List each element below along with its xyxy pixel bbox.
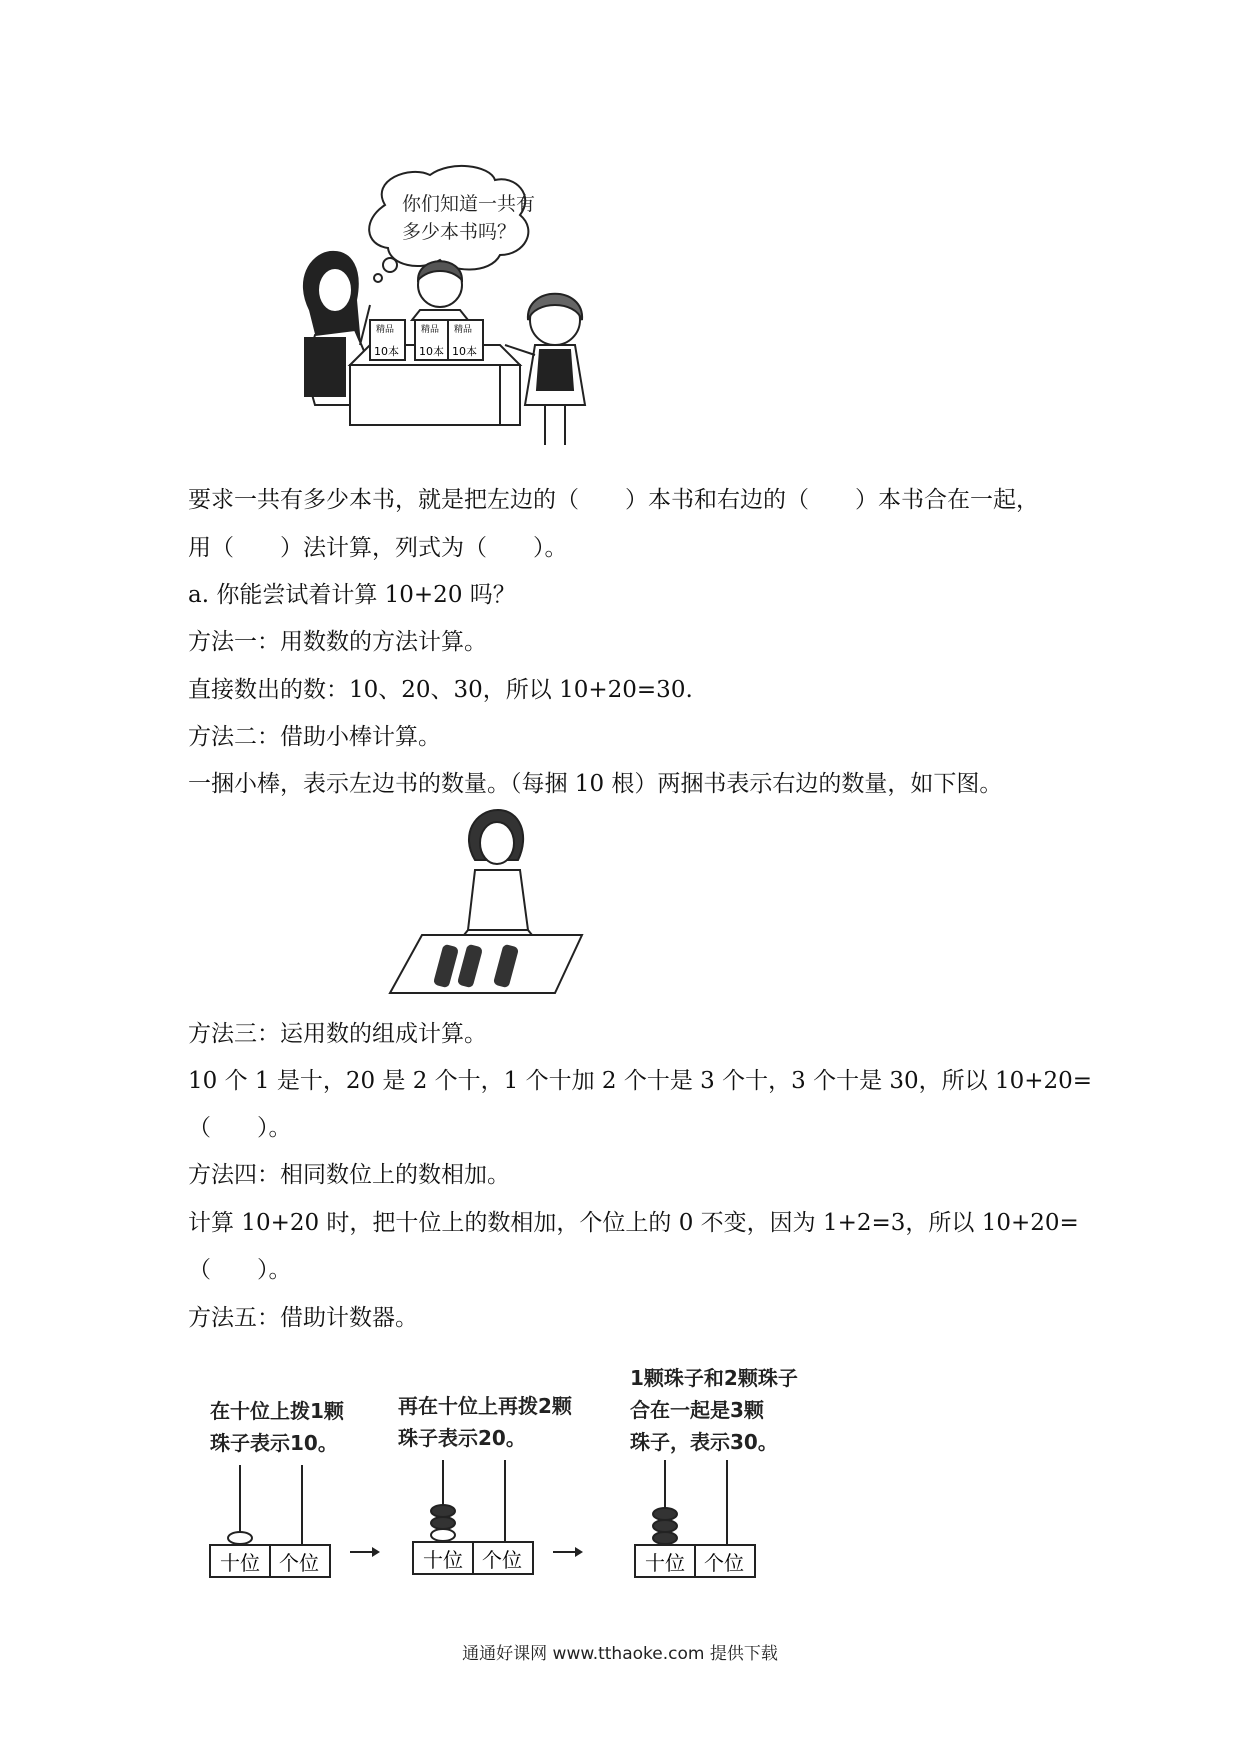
sticks-board <box>390 935 582 993</box>
bead <box>653 1520 677 1532</box>
book-right-2 <box>448 320 483 360</box>
speech-line-1: 你们知道一共有 <box>402 193 536 215</box>
method-1-body: 直接数出的数：10、20、30，所以 10+20=30. <box>188 677 693 703</box>
abacus-step-1-caption: 在十位上拨1颗 珠子表示10。 <box>210 1399 344 1455</box>
method-4-body: 计算 10+20 时，把十位上的数相加，个位上的 0 不变，因为 1+2=3，所以 10+20= <box>188 1210 1079 1236</box>
tens-label: 十位 <box>423 1548 463 1572</box>
method-3-answer: （ ）。 <box>188 1115 292 1141</box>
method-3-heading: 方法三：运用数的组成计算。 <box>188 1021 487 1047</box>
arrow-icon <box>553 1547 583 1557</box>
arrow-icon <box>350 1547 380 1557</box>
abacus-step-3-caption: 1颗珠子和2颗珠子 合在一起是3颗 珠子，表示30。 <box>630 1366 798 1454</box>
method-4-heading: 方法四：相同数位上的数相加。 <box>188 1162 510 1188</box>
method-5-heading: 方法五：借助计数器。 <box>188 1305 418 1331</box>
tens-label: 十位 <box>220 1551 260 1575</box>
book-left <box>370 320 405 360</box>
abacus-diagrams <box>200 1460 800 1585</box>
boy-figure <box>412 261 468 320</box>
book-right-2-label: 10本 <box>452 345 477 358</box>
svg-text:精品: 精品 <box>421 325 440 335</box>
bead <box>228 1532 252 1544</box>
method-1-heading: 方法一：用数数的方法计算。 <box>188 629 487 655</box>
sticks-illustration <box>380 795 590 995</box>
abacus-step-2-caption: 再在十位上再拨2颗 珠子表示20。 <box>398 1394 572 1450</box>
svg-text:精品: 精品 <box>454 325 473 335</box>
abacus-1 <box>210 1465 330 1577</box>
books-illustration <box>290 160 650 460</box>
ones-label: 个位 <box>704 1551 744 1575</box>
book-right-1-label: 10本 <box>419 345 444 358</box>
girl-with-sticks <box>460 810 536 940</box>
method-2-body: 一捆小棒，表示左边书的数量。（每捆 10 根）两捆书表示右边的数量，如下图。 <box>188 771 1003 797</box>
abacus-3 <box>635 1460 755 1577</box>
bead <box>431 1517 455 1529</box>
book-right-1 <box>415 320 450 360</box>
footer-credit: 通通好课网 www.tthaoke.com 提供下载 <box>462 1644 778 1664</box>
bead <box>653 1508 677 1520</box>
ones-label: 个位 <box>279 1551 319 1575</box>
question-line-2: 用（ ）法计算，列式为（ ）。 <box>188 535 568 561</box>
method-3-body: 10 个 1 是十，20 是 2 个十，1 个十加 2 个十是 3 个十，3 个十是 30，所以 10+20= <box>188 1068 1093 1094</box>
question-line-1: 要求一共有多少本书，就是把左边的（ ）本书和右边的（ ）本书合在一起， <box>188 487 1039 513</box>
bead <box>431 1505 455 1517</box>
ones-label: 个位 <box>482 1548 522 1572</box>
abacus-2 <box>413 1460 533 1574</box>
book-left-label: 10本 <box>374 345 399 358</box>
method-2-heading: 方法二：借助小棒计算。 <box>188 724 441 750</box>
prompt-line: a. 你能尝试着计算 10+20 吗？ <box>188 582 516 608</box>
bead <box>653 1532 677 1544</box>
svg-text:精品: 精品 <box>376 325 395 335</box>
method-4-answer: （ ）。 <box>188 1257 292 1283</box>
tens-label: 十位 <box>645 1551 685 1575</box>
speech-line-2: 多少本书吗？ <box>402 221 517 243</box>
bead <box>431 1529 455 1541</box>
